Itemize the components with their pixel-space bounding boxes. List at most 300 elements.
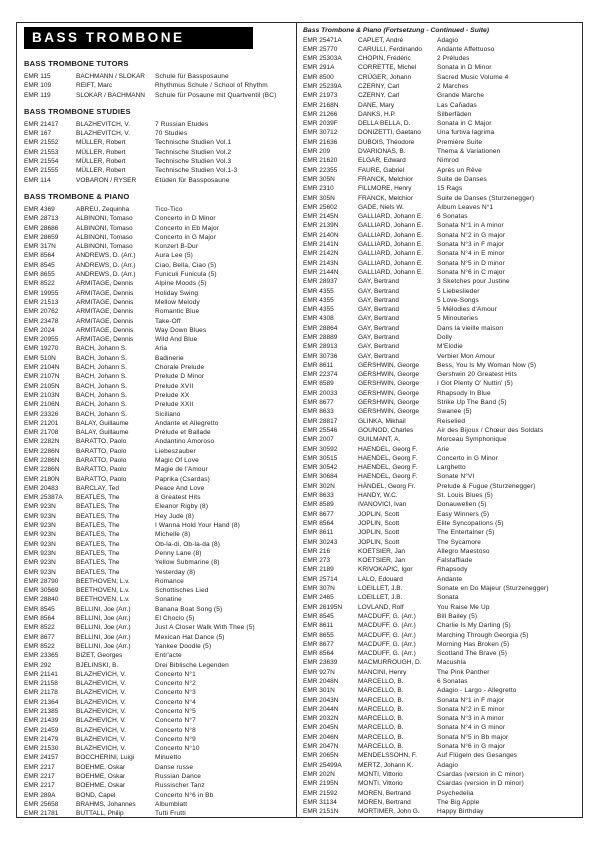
list-item (24, 166, 292, 175)
list-item (303, 668, 580, 677)
item-code: EMR 28840 (24, 596, 59, 604)
list-item (24, 205, 292, 214)
item-title: Psychedelia (437, 789, 474, 797)
list-item (303, 435, 580, 444)
item-title: Concerto in G Major (155, 233, 217, 241)
item-title: Minuetto (155, 754, 182, 762)
item-code: EMR 305N (303, 194, 335, 202)
item-code: EMR 119 (24, 91, 51, 99)
item-title: Suite de Danses (Sturzenegger) (437, 194, 535, 202)
list-item (24, 623, 292, 632)
item-composer: BLAZHEVICH, V. (76, 726, 126, 734)
list-item (303, 631, 580, 640)
item-composer: BACHMANN / SLOKAR (76, 73, 145, 80)
item-composer: GAY, Bertrand (358, 334, 399, 341)
item-code: EMR 2195N (303, 780, 339, 788)
list-item (24, 753, 292, 762)
list-item (24, 437, 292, 446)
item-composer: CARULLI, Ferdinando (358, 45, 422, 53)
item-title: Siciliano (155, 410, 181, 418)
list-item (24, 800, 292, 809)
item-composer: ARMITAGE, Dennis (76, 326, 134, 334)
item-composer: GERSHWIN, George (358, 371, 420, 379)
list-item (303, 231, 580, 240)
item-title: Après un Rêve (437, 166, 482, 174)
item-composer: ELGAR, Edward (358, 157, 406, 165)
item-code: EMR 21555 (24, 167, 59, 175)
item-title: Falstaffiade (437, 557, 473, 565)
item-code: EMR 2024 (24, 326, 55, 334)
list-item (303, 640, 580, 649)
list-item (24, 224, 292, 233)
item-code: EMR 21266 (303, 110, 338, 118)
item-composer: BOEHME, Oskar (76, 773, 126, 781)
item-composer: KRIVOKAPIC, Igor (358, 566, 413, 574)
item-title: Sonata N°5 in Bb major (437, 733, 509, 741)
item-composer: LOVLAND, Rolf (358, 603, 404, 611)
item-title: Aria (155, 345, 168, 353)
item-title: Sacred Music Volume 4 (437, 73, 509, 81)
item-composer: CAPLET, André (358, 36, 404, 44)
item-title: Première Suite (437, 138, 483, 146)
list-item (303, 175, 580, 184)
item-composer: LOEILLET, J.B. (358, 594, 403, 602)
item-title: Scotland The Brave (5) (437, 650, 508, 658)
item-composer: BACH, Johann S. (76, 364, 127, 372)
list-item (303, 277, 580, 286)
list-item (24, 568, 292, 577)
list-item (303, 751, 580, 760)
item-code: EMR 2217 (24, 782, 55, 790)
item-composer: BLAZHEVITCH, V. (76, 120, 130, 128)
list-item (24, 157, 292, 166)
list-item (24, 447, 292, 456)
item-title: Macushla (437, 659, 467, 667)
item-composer: MENDELSSOHN, F. (358, 752, 417, 760)
item-title: Hey Jude (8) (155, 512, 195, 520)
item-title: Magie de l'Amour (155, 466, 208, 474)
item-composer: BLAZHEVICH, V. (76, 680, 126, 688)
item-title: Sonata N°6 in G major (437, 743, 506, 751)
list-item (303, 510, 580, 519)
item-code: EMR 2465 (303, 594, 334, 602)
item-composer: BLAZHEVICH, V. (76, 717, 126, 725)
item-composer: FRANCK, Melchior (358, 194, 413, 202)
list-item (24, 633, 292, 642)
continuation-heading: Bass Trombone & Piano (Fortsetzung - Continued - Suite) (303, 27, 490, 34)
list-item (303, 798, 580, 807)
item-composer: BACH, Johann S. (76, 391, 127, 399)
item-code: EMR 8633 (303, 492, 334, 500)
item-code: EMR 317N (24, 243, 56, 251)
item-title: 15 Rags (437, 185, 463, 193)
list-item (24, 809, 292, 817)
item-composer: MARCELLO, B. (358, 696, 404, 704)
item-title: Drei Biblische Legenden (155, 661, 229, 669)
item-code: EMR 8545 (303, 612, 334, 620)
list-item (303, 352, 580, 361)
item-title: 5 Love-Songs (437, 296, 479, 304)
item-title: Etüden für Bassposaune (155, 176, 230, 184)
item-code: EMR 2286N (24, 447, 60, 455)
item-code: EMR 289A (24, 791, 56, 799)
item-code: EMR 2103N (24, 391, 60, 399)
item-code: EMR 28790 (24, 577, 59, 585)
item-composer: ANDREWS, D. (Arr.) (76, 271, 136, 279)
list-item (24, 456, 292, 465)
item-title: Peace And Love (155, 484, 205, 492)
list-item (24, 698, 292, 707)
item-title: Take-Off (155, 317, 181, 325)
list-item (303, 686, 580, 695)
item-composer: GERSHWIN, George (358, 361, 420, 369)
list-item (24, 716, 292, 725)
item-composer: MACMURROUGH, D. (358, 659, 422, 667)
item-title: Bess, You Is My Woman Now (5) (437, 361, 537, 369)
item-title: Concerto N°2 (155, 680, 196, 688)
item-title: Prelude D Minor (155, 373, 205, 381)
item-title: Sonata N°1 in A minor (437, 222, 504, 230)
item-composer: VOBARON / RYSER (76, 176, 137, 184)
list-item (24, 428, 292, 437)
list-item (303, 63, 580, 72)
item-composer: MACDUFF, G. (Arr.) (358, 612, 416, 620)
list-item (303, 789, 580, 798)
list-item (24, 502, 292, 511)
item-code: EMR 923N (24, 503, 56, 511)
item-code: EMR 8611 (303, 529, 334, 537)
list-item (303, 538, 580, 547)
item-code: EMR 202N (303, 770, 335, 778)
item-title: Penny Lane (8) (155, 549, 202, 557)
list-item (303, 398, 580, 407)
item-composer: JOPLIN, Scott (358, 510, 400, 518)
item-title: Concerto in D Minor (155, 215, 216, 223)
item-code: EMR 291A (303, 64, 335, 72)
item-composer: BACH, Johann S. (76, 401, 127, 409)
item-composer: BELLINI, Joe (Arr.) (76, 624, 131, 632)
item-title: Chorale Prelude (155, 364, 205, 372)
list-item (24, 382, 292, 391)
item-title: Mexican Hat Dance (5) (155, 633, 225, 641)
item-title: Sonata N°5 in D minor (437, 259, 505, 267)
item-composer: KOETSIER, Jan (358, 547, 405, 555)
section-heading-piano: BASS TROMBONE & PIANO (24, 191, 130, 201)
item-code: EMR 25387A (24, 494, 63, 502)
item-code: EMR 8589 (303, 501, 334, 509)
item-code: EMR 2143N (303, 259, 339, 267)
list-item (24, 270, 292, 279)
list-item (303, 314, 580, 323)
item-title: Album Leaves N°1 (437, 203, 494, 211)
left-column (17, 23, 296, 817)
item-code: EMR 23478 (24, 317, 59, 325)
item-composer: BLAZHEVICH, V. (76, 745, 126, 753)
list-item (303, 779, 580, 788)
item-composer: MONTI, Vittorio (358, 770, 403, 778)
item-title: Dolly (437, 334, 453, 341)
list-item (303, 194, 580, 203)
item-title: Reiselied (437, 417, 466, 425)
item-composer: ALBINONI, Tomaso (76, 215, 133, 223)
item-code: EMR 216 (303, 547, 331, 555)
item-composer: FRANCK, Melchior (358, 175, 413, 183)
list-item (24, 242, 292, 251)
item-composer: BLAZHEVICH, V. (76, 670, 126, 678)
list-item (303, 119, 580, 128)
list-item (303, 203, 580, 212)
item-code: EMR 8564 (24, 615, 55, 623)
item-composer: GALLIARD, Johann E. (358, 241, 424, 249)
item-code: EMR 28937 (303, 278, 338, 286)
item-code: EMR 21201 (24, 419, 59, 427)
item-composer: DANKS, H.P. (358, 110, 396, 118)
item-code: EMR 2140N (303, 231, 339, 239)
item-title: 6 Sonatas (437, 677, 468, 685)
list-item (303, 82, 580, 91)
list-item (24, 763, 292, 772)
item-code: EMR 25471A (303, 36, 342, 44)
list-item (303, 482, 580, 491)
item-title: Konzert B-Dur (155, 243, 199, 251)
item-code: EMR 22355 (303, 166, 338, 174)
item-title: Ob-la-di, Ob-la-da (8) (155, 540, 221, 548)
item-composer: HAENDEL, Georg F. (358, 473, 418, 481)
item-composer: BUTTALL, Philip (76, 810, 124, 817)
item-title: Morning Has Broken (5) (437, 640, 510, 648)
item-title: Sonata N°2 in E minor (437, 705, 505, 713)
section-heading-tutors: BASS TROMBONE TUTORS (24, 59, 129, 68)
item-code: EMR 2045N (303, 724, 339, 732)
list-item (24, 679, 292, 688)
item-title: Prelude XVII (155, 382, 194, 390)
item-composer: GERSHWIN, George (358, 389, 420, 397)
item-title: Prelude XX (155, 391, 190, 399)
item-code: EMR 8564 (24, 252, 55, 260)
item-composer: ARMITAGE, Dennis (76, 280, 134, 288)
item-code: EMR 21554 (24, 158, 59, 166)
item-code: EMR 2286N (24, 466, 60, 474)
item-code: EMR 209 (303, 148, 331, 156)
item-title: Concerto N°4 (155, 698, 196, 706)
item-code: EMR 273 (303, 557, 331, 565)
item-title: Way Down Blues (155, 326, 207, 334)
item-code: EMR 2065N (303, 752, 339, 760)
piano-list-continued (303, 36, 580, 817)
list-item (24, 772, 292, 781)
item-composer: MACDUFF, G. (Arr.) (358, 650, 416, 658)
item-composer: BEATLES, The (76, 494, 120, 502)
list-item (303, 166, 580, 175)
list-item (303, 361, 580, 370)
item-composer: GAY, Bertrand (358, 306, 399, 314)
list-item (303, 658, 580, 667)
item-code: EMR 21479 (24, 735, 59, 743)
list-item (303, 407, 580, 416)
item-title: Sonata N°2 in G major (437, 231, 506, 239)
list-item (24, 530, 292, 539)
item-code: EMR 4369 (24, 205, 55, 213)
list-item (303, 649, 580, 658)
item-composer: ARMITAGE, Dennis (76, 298, 134, 306)
item-code: EMR 8589 (303, 380, 334, 388)
item-code: EMR 23326 (24, 410, 59, 418)
item-composer: BEATLES, The (76, 568, 120, 576)
list-item (303, 370, 580, 379)
list-item (24, 410, 292, 419)
item-composer: BARATTO, Paolo (76, 456, 127, 464)
item-title: Marching Through Georgia (5) (437, 631, 529, 639)
item-code: EMR 8545 (24, 261, 55, 269)
list-item (303, 128, 580, 137)
item-code: EMR 21781 (24, 810, 59, 817)
item-code: EMR 2043N (303, 696, 339, 704)
item-code: EMR 25658 (24, 800, 59, 808)
item-code: EMR 25499A (303, 761, 342, 769)
item-code: EMR 21530 (24, 745, 59, 753)
item-code: EMR 2151N (303, 808, 339, 816)
list-item (303, 138, 580, 147)
item-code: EMR 292 (24, 661, 52, 669)
item-composer: GAY, Bertrand (358, 278, 399, 286)
list-item (24, 493, 292, 502)
item-title: 70 Studies (155, 130, 188, 138)
item-code: EMR 307N (303, 585, 335, 593)
list-item (24, 726, 292, 735)
item-title: Rhythmus Schule / School of Rhythm (155, 82, 268, 90)
item-title: Funiculi Funicula (5) (155, 271, 217, 279)
item-title: Easy Winners (5) (437, 510, 490, 518)
item-code: EMR 109 (24, 82, 52, 90)
list-item (303, 305, 580, 314)
item-code: EMR 923N (24, 568, 56, 576)
list-item (24, 148, 292, 157)
right-column (296, 23, 582, 817)
item-title: Adagio (437, 36, 459, 44)
item-title: Badinerie (155, 354, 184, 362)
item-code: EMR 2282N (24, 438, 60, 446)
item-composer: GALLIARD, Johann E. (358, 222, 424, 230)
item-title: Andante et Allegretto (155, 419, 219, 427)
item-title: Just A Closer Walk With Thee (5) (155, 624, 255, 632)
item-title: Sonata N°1 in F major (437, 696, 505, 704)
item-composer: GERSHWIN, George (358, 399, 420, 407)
item-code: EMR 21513 (24, 298, 59, 306)
item-composer: BLAZHEVITCH, V. (76, 130, 130, 138)
item-title: Concerto in Eb Major (155, 224, 220, 232)
item-title: Technische Studien Vol.2 (155, 148, 232, 156)
list-item (24, 354, 292, 363)
item-code: EMR 28817 (303, 417, 338, 425)
list-item (24, 298, 292, 307)
item-title: Sonata N°3 in A minor (437, 715, 504, 723)
item-title: Ciao, Bella, Ciao (5) (155, 261, 217, 269)
list-item (303, 268, 580, 277)
list-item (303, 110, 580, 119)
item-title: Donauwellen (5) (437, 501, 487, 509)
item-title: Thema & Variationen (437, 148, 501, 156)
item-code: EMR 927N (303, 668, 335, 676)
item-composer: MACDUFF, G. (Arr.) (358, 622, 416, 630)
list-item (24, 735, 292, 744)
item-title: Sonata N°3 in F major (437, 241, 505, 249)
list-item (24, 363, 292, 372)
item-composer: GERSHWIN, George (358, 408, 420, 416)
item-composer: BJELINSKI, B. (76, 661, 119, 669)
list-item (303, 45, 580, 54)
list-item (303, 612, 580, 621)
item-composer: GLINKA, Mikhail (358, 417, 406, 425)
item-title: Yellow Submarine (8) (155, 559, 220, 567)
list-item (303, 379, 580, 388)
item-composer: ARMITAGE, Dennis (76, 317, 134, 325)
item-code: EMR 25546 (303, 426, 338, 434)
item-code: EMR 21385 (24, 708, 59, 715)
item-composer: GALLIARD, Johann E. (358, 250, 424, 258)
item-title: Swanee (5) (437, 408, 472, 416)
item-composer: HAENDEL, Georg F. (358, 464, 418, 472)
item-composer: BEATLES, The (76, 549, 120, 557)
item-code: EMR 21158 (24, 680, 58, 688)
list-item (24, 72, 292, 81)
item-composer: HÄNDEL, Georg Fr. (358, 482, 416, 490)
item-code: EMR 167 (24, 130, 52, 138)
item-title: Prelude XXII (155, 401, 194, 409)
item-composer: GALLIARD, Johann E. (358, 268, 424, 276)
list-item (24, 344, 292, 353)
list-item (24, 475, 292, 484)
item-code: EMR 25303A (303, 55, 342, 63)
item-title: Schule für Posaune mit Quartventil (BC) (155, 91, 277, 99)
item-title: Prelude & Fugue (Sturzenegger) (437, 482, 536, 490)
item-code: EMR 2047N (303, 743, 339, 751)
list-item (24, 670, 292, 679)
item-code: EMR 21553 (24, 148, 59, 156)
item-title: 5 Mélodies d'Amour (437, 306, 497, 314)
list-item (303, 603, 580, 612)
item-title: The Big Apple (437, 798, 480, 806)
list-item (24, 317, 292, 326)
item-composer: MARCELLO, B. (358, 724, 404, 732)
item-composer: JOPLIN, Scott (358, 519, 400, 527)
item-title: Gershwin 20 Greatest Hits (437, 371, 517, 379)
item-title: The Sycamore (437, 538, 482, 546)
item-code: EMR 8522 (24, 624, 55, 632)
list-item (303, 807, 580, 816)
item-composer: BACH, Johann S. (76, 382, 127, 390)
list-item (303, 426, 580, 435)
list-item (24, 391, 292, 400)
item-composer: MARCELLO, B. (358, 687, 404, 695)
item-code: EMR 2139N (303, 222, 339, 230)
item-composer: MARCELLO, B. (358, 743, 404, 751)
item-code: EMR 8522 (24, 642, 55, 650)
item-title: 8 Greatest Hits (155, 494, 201, 502)
item-composer: BOCCHERINI, Luigi (76, 754, 135, 762)
item-code: EMR 30684 (303, 473, 338, 481)
item-code: EMR 25602 (303, 203, 338, 211)
item-composer: DVARIONAS, B. (358, 148, 406, 156)
item-code: EMR 20955 (24, 336, 59, 344)
item-code: EMR 8677 (303, 510, 334, 518)
item-title: The Entertainer (5) (437, 529, 495, 537)
list-item (303, 221, 580, 230)
item-code: EMR 2286N (24, 456, 60, 464)
item-code: EMR 8677 (303, 399, 334, 407)
item-title: Concerto N°8 (155, 726, 196, 734)
item-code: EMR 31134 (303, 798, 337, 806)
item-code: EMR 30542 (303, 464, 338, 472)
